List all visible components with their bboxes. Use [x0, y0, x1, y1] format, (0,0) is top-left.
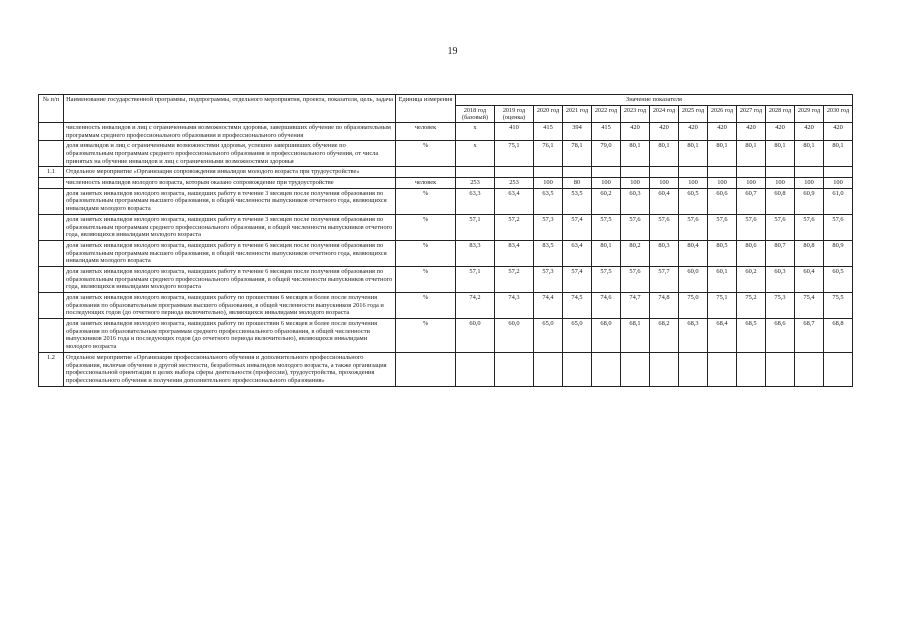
indicator-value: 74,7 [621, 293, 650, 319]
indicator-value: 80,9 [824, 240, 853, 266]
indicator-value: 57,6 [621, 266, 650, 292]
indicator-value [708, 167, 737, 178]
indicator-value: 63,5 [534, 188, 563, 214]
indicator-value: 60,7 [737, 188, 766, 214]
indicator-value: 75,3 [766, 293, 795, 319]
row-number [39, 122, 64, 140]
indicator-unit: человек [396, 178, 456, 189]
indicator-value: 75,4 [795, 293, 824, 319]
indicator-name: доля занятых инвалидов молодого возраста, нашедших работу в течение 3 месяцев после получения образования по образовательным программам среднего профессионального образования, в общей численности выпускников отчетного года, являющихся инвалидами молодого возраста [64, 214, 396, 240]
table-row [39, 214, 853, 240]
indicator-value: 60,4 [650, 188, 679, 214]
indicator-value: 63,4 [495, 188, 534, 214]
indicator-value: 68,1 [621, 319, 650, 353]
indicator-value: 420 [824, 122, 853, 140]
indicator-value: 410 [495, 122, 534, 140]
row-number [39, 266, 64, 292]
indicator-value: 80,1 [592, 240, 621, 266]
indicator-value: 74,6 [592, 293, 621, 319]
indicator-name: численность инвалидов и лиц с ограниченными возможностями здоровья, завершивших обучение по образовательным программам среднего профессионального образования и профессионального обучения [64, 122, 396, 140]
indicator-value: 80,1 [621, 141, 650, 167]
indicator-value: 57,6 [824, 214, 853, 240]
header-year: 2026 год [708, 105, 737, 122]
table-row [39, 178, 853, 189]
indicator-value: 80,6 [737, 240, 766, 266]
indicator-value: 57,3 [534, 214, 563, 240]
indicator-value: 57,3 [534, 266, 563, 292]
indicator-value: 57,4 [563, 214, 592, 240]
indicator-value: 57,5 [592, 214, 621, 240]
indicator-value: 60,2 [592, 188, 621, 214]
indicator-value [737, 167, 766, 178]
indicator-value [621, 352, 650, 386]
header-year: 2029 год [795, 105, 824, 122]
indicator-value: 60,3 [766, 266, 795, 292]
indicator-name: доля занятых инвалидов молодого возраста, нашедших работу в течение 6 месяцев после получения образования по образовательным программам среднего профессионального образования, в общей численности выпускников отчетного года, являющихся инвалидами молодого возраста [64, 266, 396, 292]
header-year: 2020 год [534, 105, 563, 122]
indicator-value: 68,4 [708, 319, 737, 353]
indicator-value [766, 352, 795, 386]
header-year: 2025 год [679, 105, 708, 122]
indicator-value [592, 352, 621, 386]
indicator-value: 100 [737, 178, 766, 189]
indicator-value [766, 167, 795, 178]
indicator-unit: человек [396, 122, 456, 140]
row-number [39, 214, 64, 240]
indicator-value [534, 352, 563, 386]
header-unit: Единица измерения [396, 95, 456, 123]
header-year: 2021 год [563, 105, 592, 122]
indicator-value: 75,1 [708, 293, 737, 319]
indicator-value: 68,0 [592, 319, 621, 353]
indicator-value: 60,8 [766, 188, 795, 214]
indicator-unit: % [396, 319, 456, 353]
indicator-value: 75,5 [824, 293, 853, 319]
indicator-value: 80,4 [679, 240, 708, 266]
indicator-value: 74,5 [563, 293, 592, 319]
indicator-name: Отдельное мероприятие «Организация профессионального обучения и дополнительного профессионального образования, включая обучение в другой местности, безработных инвалидов молодого возраста, а также организация профессиональной ориентации в целях выбора сферы деятельности (профессии), трудоустройства, прохождения профессионального обучения и получения дополнительного профессионального образования» [64, 352, 396, 386]
indicator-value [679, 167, 708, 178]
indicator-value: 60,6 [708, 188, 737, 214]
table-row [39, 293, 853, 319]
indicator-value: 68,8 [824, 319, 853, 353]
indicator-value: 420 [708, 122, 737, 140]
indicator-value: 57,7 [650, 266, 679, 292]
indicator-value: 57,6 [679, 214, 708, 240]
indicator-value: 60,5 [824, 266, 853, 292]
indicator-value: 57,5 [592, 266, 621, 292]
row-number [39, 178, 64, 189]
indicator-value: 78,1 [563, 141, 592, 167]
header-year: 2023 год [621, 105, 650, 122]
indicator-value [592, 167, 621, 178]
table-row [39, 188, 853, 214]
indicator-value: 100 [766, 178, 795, 189]
indicators-table [38, 94, 853, 387]
indicator-name: доля инвалидов и лиц с ограниченными возможностями здоровья, успешно завершивших обучение по образовательным программам среднего профессионального образования и профессионального обучения, от числа принятых на обучение инвалидов и лиц с ограниченными возможностями здоровья [64, 141, 396, 167]
indicator-value: 420 [679, 122, 708, 140]
indicator-value [650, 352, 679, 386]
indicator-value: 57,6 [766, 214, 795, 240]
indicator-value: 63,3 [456, 188, 495, 214]
indicator-value: 74,2 [456, 293, 495, 319]
indicator-name: доля занятых инвалидов молодого возраста, нашедших работу в течение 6 месяцев после получения образования по образовательным программам высшего образования, в общей численности выпускников отчетного года, являющихся инвалидами молодого возраста [64, 240, 396, 266]
indicator-value: 60,3 [621, 188, 650, 214]
indicator-value [679, 352, 708, 386]
indicator-value: 57,2 [495, 266, 534, 292]
indicator-value: 253 [495, 178, 534, 189]
indicator-value [650, 167, 679, 178]
indicator-value: 68,5 [737, 319, 766, 353]
indicator-value: 420 [737, 122, 766, 140]
indicator-value: 57,2 [495, 214, 534, 240]
indicator-value: 100 [534, 178, 563, 189]
indicator-value: 420 [650, 122, 679, 140]
indicator-value: 420 [795, 122, 824, 140]
indicator-value: 75,0 [679, 293, 708, 319]
indicator-unit: % [396, 266, 456, 292]
indicator-value: 80,1 [679, 141, 708, 167]
indicator-value [795, 167, 824, 178]
table-row [39, 266, 853, 292]
indicator-value: 74,3 [495, 293, 534, 319]
indicator-value: 74,8 [650, 293, 679, 319]
header-year: 2027 год [737, 105, 766, 122]
indicator-unit: % [396, 214, 456, 240]
indicator-value [456, 352, 495, 386]
header-year: 2028 год [766, 105, 795, 122]
row-number [39, 293, 64, 319]
indicator-value: 100 [679, 178, 708, 189]
indicator-unit [396, 167, 456, 178]
indicator-value: 80,2 [621, 240, 650, 266]
indicator-value: 415 [592, 122, 621, 140]
indicator-value: 80,1 [650, 141, 679, 167]
indicator-value: 61,0 [824, 188, 853, 214]
indicator-value [563, 167, 592, 178]
indicator-value: 60,0 [679, 266, 708, 292]
indicator-value: 57,6 [650, 214, 679, 240]
indicator-value: 80,5 [708, 240, 737, 266]
indicator-name: численность инвалидов молодого возраста, которым оказано сопровождение при трудоустройстве [64, 178, 396, 189]
table-row [39, 319, 853, 353]
indicator-name: доля занятых инвалидов молодого возраста, нашедших работу в течение 3 месяцев после получения образования по образовательным программам высшего образования, в общей численности выпускников отчетного года, являющихся инвалидами молодого возраста [64, 188, 396, 214]
indicator-value [495, 352, 534, 386]
indicator-value: 76,1 [534, 141, 563, 167]
indicator-name: Отдельное мероприятие «Организация сопровождения инвалидов молодого возраста при трудоустройстве» [64, 167, 396, 178]
indicator-value: 74,4 [534, 293, 563, 319]
indicator-value: 80,1 [795, 141, 824, 167]
indicator-value: 80,1 [766, 141, 795, 167]
indicator-value: 57,6 [621, 214, 650, 240]
indicator-value: 65,0 [534, 319, 563, 353]
indicator-value: 80,8 [795, 240, 824, 266]
row-number [39, 188, 64, 214]
indicator-value: 68,6 [766, 319, 795, 353]
table-header [39, 95, 853, 123]
indicator-unit: % [396, 141, 456, 167]
table-row [39, 240, 853, 266]
indicator-name: доля занятых инвалидов молодого возраста, нашедших работу по прошествии 6 месяцев и более после получения образования по образовательным программам высшего образования, в общей численности выпускников 2016 года и последующих годов (до отчетного периода включительно), являющихся инвалидами молодого возраста [64, 293, 396, 319]
indicator-unit: % [396, 240, 456, 266]
indicator-value: x [456, 122, 495, 140]
indicator-value: 394 [563, 122, 592, 140]
indicator-value: 100 [795, 178, 824, 189]
indicator-value: 65,0 [563, 319, 592, 353]
indicator-value: 68,3 [679, 319, 708, 353]
indicator-value: 80,1 [737, 141, 766, 167]
indicator-value: 79,0 [592, 141, 621, 167]
row-number [39, 240, 64, 266]
indicator-value: 253 [456, 178, 495, 189]
indicator-value [534, 167, 563, 178]
page-number: 19 [447, 46, 458, 57]
indicator-value [621, 167, 650, 178]
header-year: 2030 год [824, 105, 853, 122]
indicator-value: 57,6 [708, 214, 737, 240]
row-number [39, 141, 64, 167]
indicator-name: доля занятых инвалидов молодого возраста, нашедших работу по прошествии 6 месяцев и более после получения образования по образовательным программам среднего профессионального образования, в общей численности выпускников 2016 года и последующих годов (до отчетного периода включительно), являющихся инвалидами молодого возраста [64, 319, 396, 353]
indicator-value: 57,1 [456, 266, 495, 292]
indicator-value: 68,7 [795, 319, 824, 353]
indicator-value [456, 167, 495, 178]
indicator-value: 60,0 [456, 319, 495, 353]
header-name: Наименование государственной программы, подпрограммы, отдельного мероприятия, проекта, показателя, цель, задача [64, 95, 396, 123]
table-row [39, 167, 853, 178]
indicator-value: 60,5 [679, 188, 708, 214]
indicator-value: 420 [766, 122, 795, 140]
indicator-value: 415 [534, 122, 563, 140]
header-num: № п/п [39, 95, 64, 123]
header-year: 2018 год (базовый) [456, 105, 495, 122]
indicator-value: 100 [708, 178, 737, 189]
table-body [39, 122, 853, 386]
indicator-value: 75,1 [495, 141, 534, 167]
table-row [39, 352, 853, 386]
header-year: 2024 год [650, 105, 679, 122]
indicator-unit [396, 352, 456, 386]
indicator-unit: % [396, 188, 456, 214]
header-values: Значение показателя [456, 95, 853, 106]
indicator-value [495, 167, 534, 178]
row-number: 1.2 [39, 352, 64, 386]
indicator-value: 60,0 [495, 319, 534, 353]
indicator-value: 68,2 [650, 319, 679, 353]
indicator-value: 60,2 [737, 266, 766, 292]
table-row [39, 122, 853, 140]
indicator-value: 100 [824, 178, 853, 189]
indicator-value: 80,7 [766, 240, 795, 266]
indicator-value: 80,1 [708, 141, 737, 167]
indicator-value: 63,4 [563, 240, 592, 266]
indicator-value [563, 352, 592, 386]
indicator-value: 100 [592, 178, 621, 189]
indicator-value: 60,9 [795, 188, 824, 214]
header-year: 2022 год [592, 105, 621, 122]
row-number [39, 319, 64, 353]
indicator-value: 57,1 [456, 214, 495, 240]
indicator-value: x [456, 141, 495, 167]
indicator-value [824, 167, 853, 178]
indicator-value: 57,6 [795, 214, 824, 240]
row-number: 1.1 [39, 167, 64, 178]
indicator-value: 83,3 [456, 240, 495, 266]
indicator-value: 100 [621, 178, 650, 189]
header-year: 2019 год (оценка) [495, 105, 534, 122]
indicator-value [708, 352, 737, 386]
indicator-value: 60,1 [708, 266, 737, 292]
indicator-value: 80,3 [650, 240, 679, 266]
indicator-value: 80,1 [824, 141, 853, 167]
indicator-value: 60,4 [795, 266, 824, 292]
indicator-value [795, 352, 824, 386]
indicator-unit: % [396, 293, 456, 319]
indicator-value: 75,2 [737, 293, 766, 319]
indicator-value: 420 [621, 122, 650, 140]
indicator-value: 80 [563, 178, 592, 189]
indicator-value [824, 352, 853, 386]
indicator-value: 53,5 [563, 188, 592, 214]
indicator-value: 57,4 [563, 266, 592, 292]
table-row [39, 141, 853, 167]
indicator-value: 83,5 [534, 240, 563, 266]
indicator-value: 83,4 [495, 240, 534, 266]
indicator-value: 100 [650, 178, 679, 189]
indicator-value [737, 352, 766, 386]
indicator-value: 57,6 [737, 214, 766, 240]
